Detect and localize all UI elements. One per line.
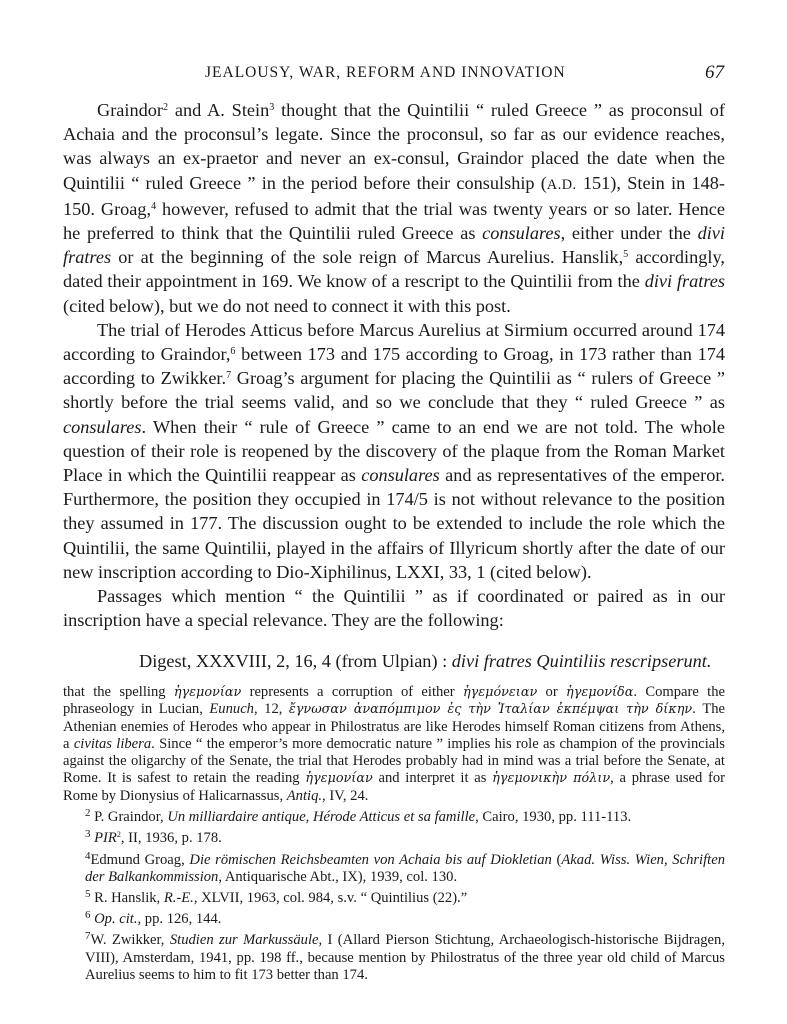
page-number: 67 bbox=[705, 62, 724, 83]
paragraph-2: The trial of Herodes Atticus before Marcus Aurelius at Sirmium occurred around 174 according to Graindor,$^6$ between 173 and 175 according to Groag, in 173 rather than 174 according to Zwikker.$^7$ Groag’s argument for placing the Quintilii as “ rulers of Greece ” shortly before the trial seems valid, and so we conclude that they “ ruled Greece ” as consulares. When their “ rule of Greece ” came to an end we are not told. The whole question of their role is reopened by the discovery of the plaque from the Roman Market Place in which the Quintilii reappear as consulares and as representatives of the emperor. Furthermore, the position they occupied in 174/5 is not without relevance to the position they assumed in 177. The discussion ought to be extended to include the role which the Quintilii, the same Quintilii, played in the affairs of Illyricum shortly after the date of our new inscription according to Dio-Xiphilinus, LXXI, 33, 1 (cited below). bbox=[63, 319, 725, 582]
footnotes bbox=[63, 684, 725, 984]
footnote-ref: 7 bbox=[226, 370, 232, 382]
main-text bbox=[63, 98, 725, 673]
footnote-7: $^7$W. Zwikker, Studien zur Markussäule, I (Allard Pierson Stichtung, Archaeologisch-historische Bijdragen, VIII), Amsterdam, 1941, pp. 198 ff., because mention by Philostratus of the three year old child of Marcus Aurelius seems to him to fit 173 better than 174. bbox=[85, 930, 725, 983]
footnote-ref: 4 bbox=[151, 200, 157, 212]
footnote-continuation: that the spelling ἡγεμονίαν represents a corruption of either ἡγεμόνειαν or ἡγεμονίδα. Compare the phraseology in Lucian, Eunuch, 12, ἔγνωσαν ἀναπόμπιμον ἐς τὴν Ἰταλίαν ἐκπέμψαι τὴν δίκην. The Athenian enemies of Herodes who appear in Philostratus are like Herodes himself Roman citizens from Athens, a civitas libera. Since “ the emperor’s more democratic nature ” implies his role as champion of the provincials against the oligarchy of the Senate, the trial that Herodes probably had in mind was a trial before the Senate, at Rome. It is safest to retain the reading ἡγεμονίαν and interpret it as ἡγεμονικὴν πόλιν, a phrase used for Rome by Dionysius of Halicarnassus, Antiq., IV, 24. bbox=[63, 684, 726, 804]
footnote-ref: 5 bbox=[623, 249, 629, 261]
footnote-ref: 3 bbox=[269, 101, 275, 113]
footnote-3: $^3$ PIR$^2$, II, 1936, p. 178. bbox=[85, 828, 222, 847]
footnote-ref: 6 bbox=[230, 346, 236, 357]
paragraph-3: Passages which mention “ the Quintilii ” as if coordinated or paired as in our inscription have a special relevance. They are the following: bbox=[63, 586, 725, 631]
footnote-4: $^4$Edmund Groag, Die römischen Reichsbeamten von Achaia bis auf Diokletian (Akad. Wiss. Wien, Schriften der Balkankommission, Antiquarische Abt., IX), 1939, col. 130. bbox=[85, 849, 725, 885]
footnote-ref: 2 bbox=[163, 101, 169, 113]
footnote-5: $^5$ R. Hanslik, R.-E., XLVII, 1963, col. 984, s.v. “ Quintilius (22).” bbox=[85, 888, 468, 906]
running-title: JEALOUSY, WAR, REFORM AND INNOVATION bbox=[205, 64, 566, 81]
footnote-2: $^2$ P. Graindor, Un milliardaire antique, Hérode Atticus et sa famille, Cairo, 1930, pp. 111-113. bbox=[85, 807, 632, 825]
paragraph-1: Graindor$^2$ and A. Stein$^3$ thought that the Quintilii “ ruled Greece ” as proconsul of Achaia and the proconsul’s legate. Since the proconsul, so far as our evidence reaches, was always an ex-praetor and never an ex-consul, Graindor placed the date when the Quintilii “ ruled Greece ” in the period before their consulship (A.D. 151), Stein in 148-150. Groag,$^4$ however, refused to admit that the trial was twenty years or so later. Hence he preferred to think that the Quintilii ruled Greece as consulares, either under the divi fratres or at the beginning of the sole reign of Marcus Aurelius. Hanslik,$^5$ accordingly, dated their appointment in 169. We know of a rescript to the Quintilii from the divi fratres (cited below), but we do not need to connect it with this post. bbox=[63, 100, 726, 316]
running-header bbox=[0, 62, 787, 86]
footnote-6: $^6$ Op. cit., pp. 126, 144. bbox=[85, 909, 222, 928]
quoted-passage: Digest, XXXVIII, 2, 16, 4 (from Ulpian) : divi fratres Quintiliis rescripserunt. bbox=[139, 651, 712, 672]
